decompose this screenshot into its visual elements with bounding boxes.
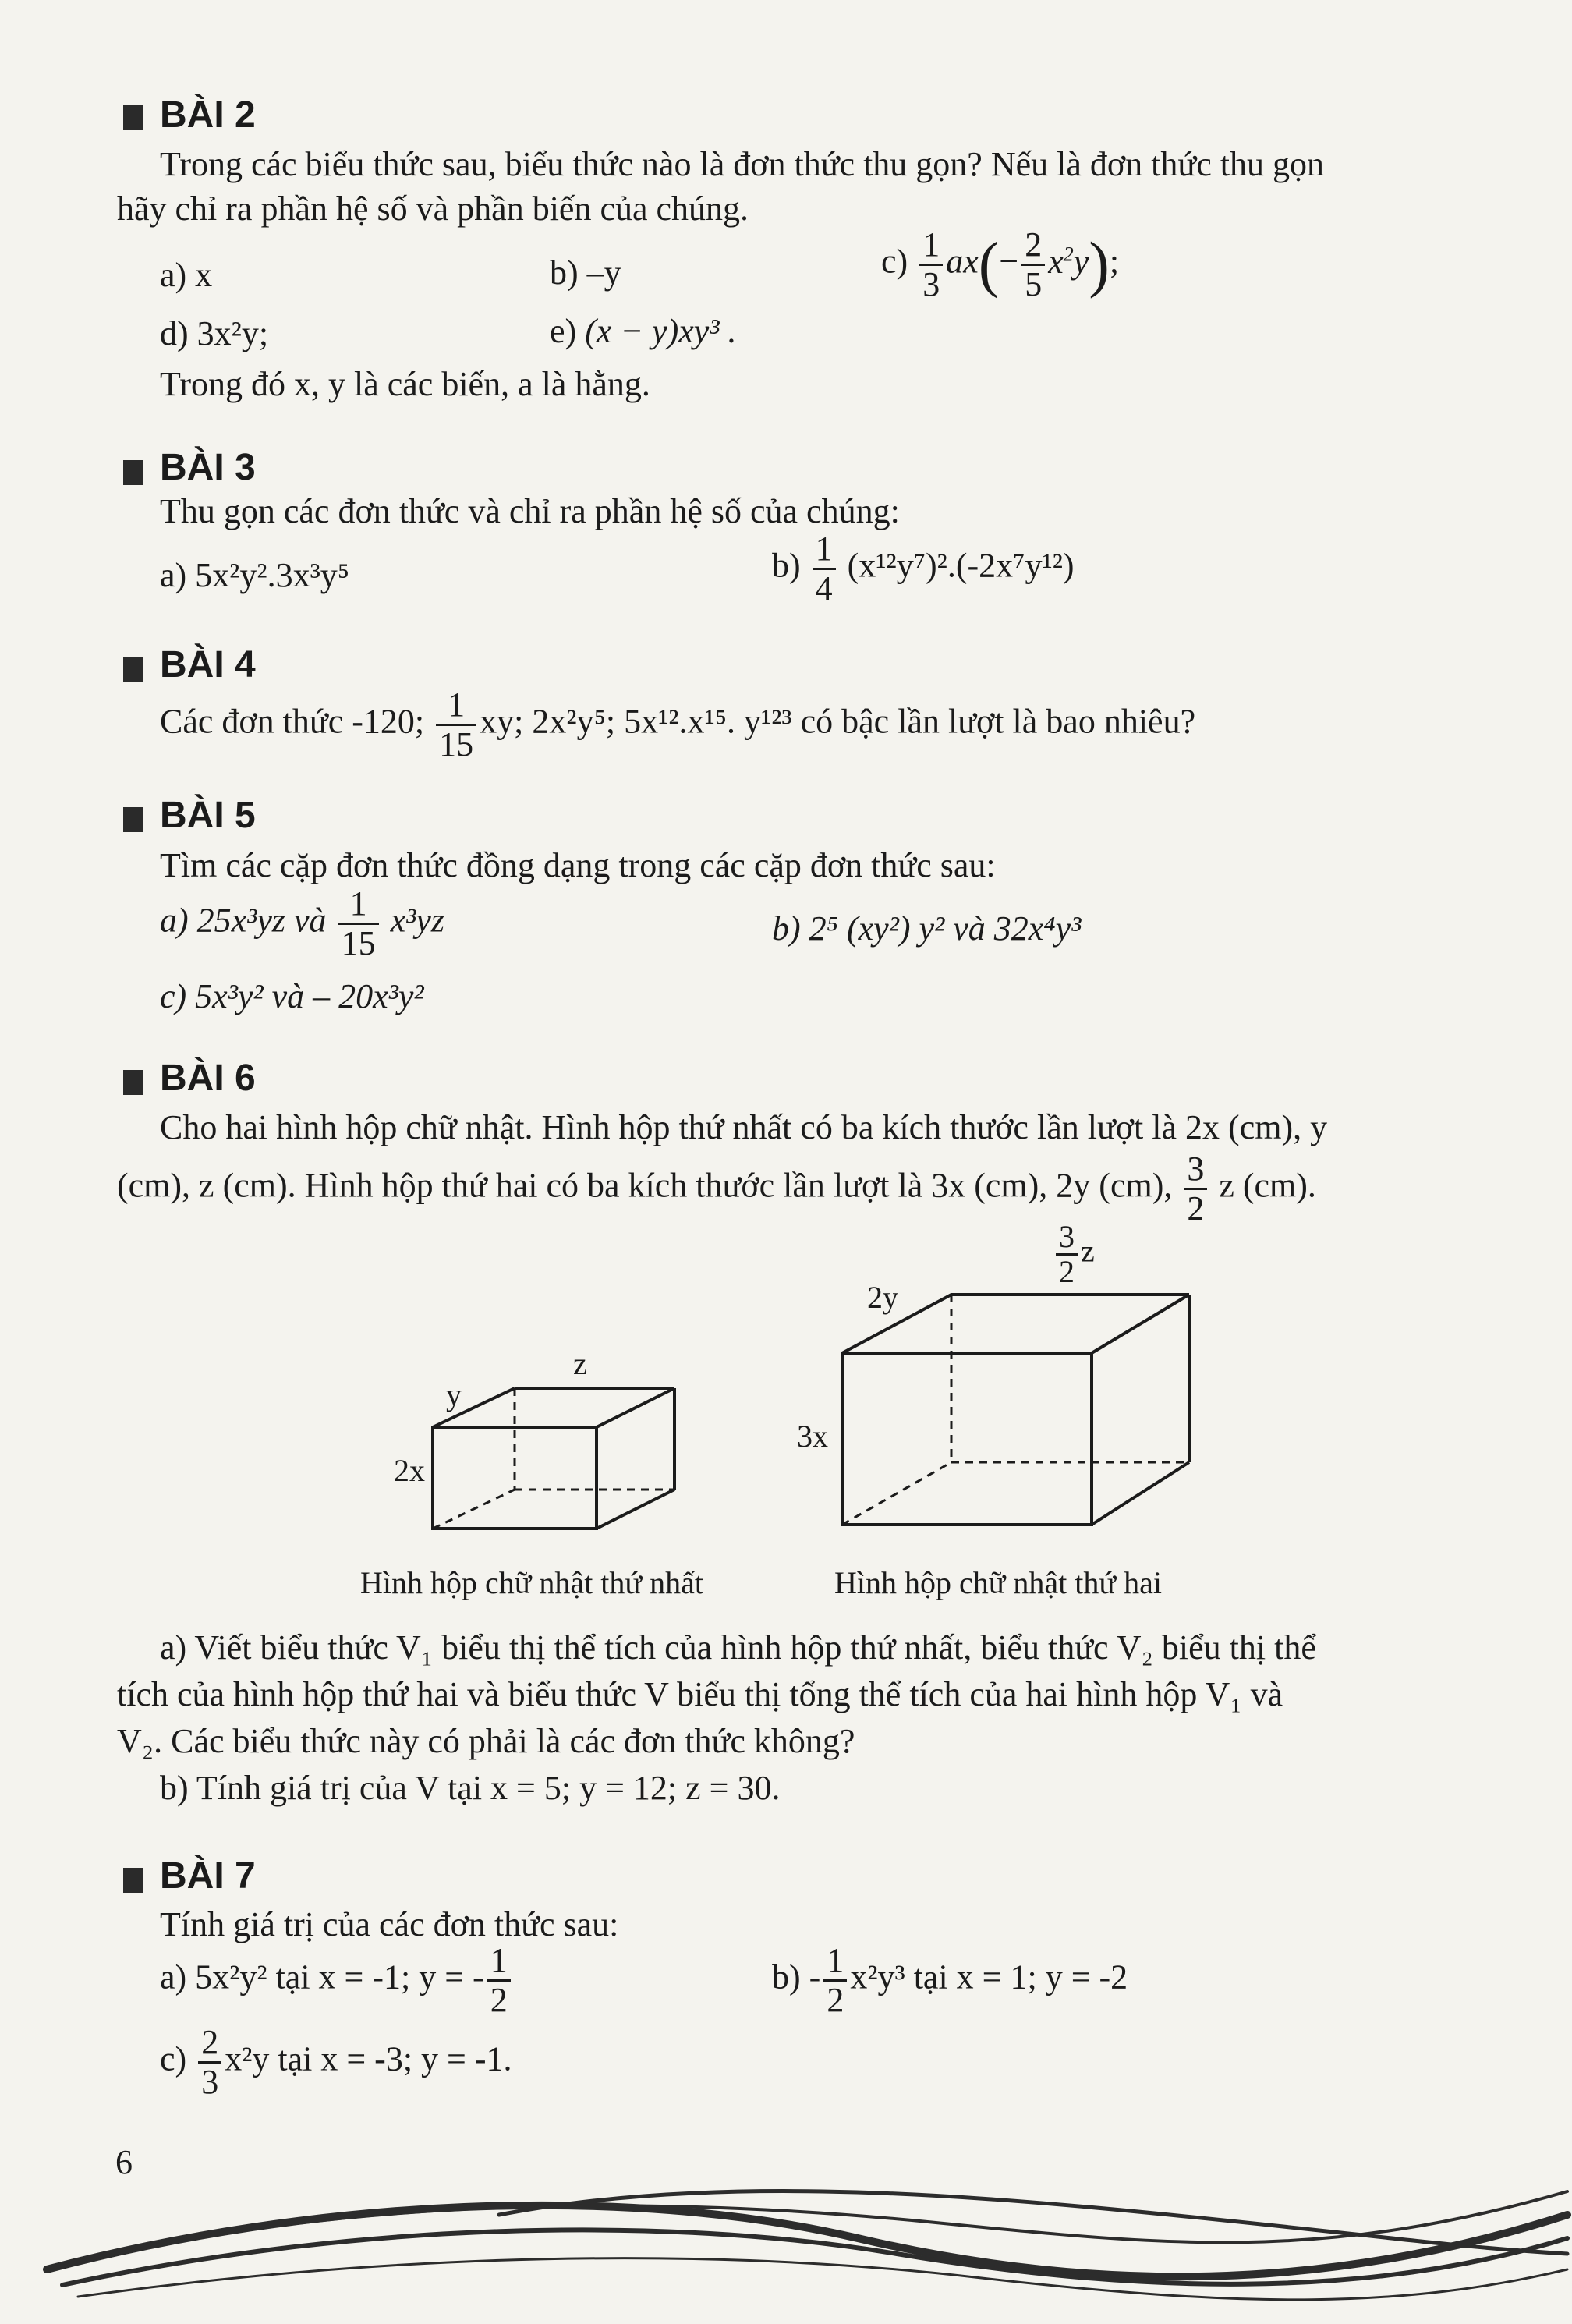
- decorative-swoosh-footer: [0, 2168, 1572, 2324]
- box2-label-3x: 3x: [797, 1419, 828, 1454]
- frac-numerator: 1: [815, 530, 833, 568]
- bai4-frac: [436, 686, 476, 763]
- bai6-question-a-line3: V₂. Các biểu thức này có phải là các đơn thức không?: [117, 1722, 855, 1760]
- box2-caption: Hình hộp chữ nhật thứ hai: [834, 1565, 1162, 1600]
- bai7-b-post: x²y³ tại x = 1; y = -2: [850, 1957, 1128, 1996]
- box1-label-y: y: [446, 1377, 462, 1412]
- frac-denominator: 15: [436, 724, 476, 763]
- frac-numerator: 1: [922, 225, 940, 264]
- page-number: 6: [115, 2143, 133, 2181]
- bai5-a-post: x³yz: [390, 901, 444, 940]
- bai2-c-ax: ax: [946, 242, 979, 281]
- bullet-square-icon: [123, 657, 143, 682]
- bai2-option-b: b) –y: [550, 253, 621, 292]
- bai7-a-pre: a) 5x²y² tại x = -1; y = -: [160, 1957, 484, 1996]
- bai2-c-end: ;: [1109, 242, 1120, 281]
- bai3-option-a: a) 5x²y².3x³y⁵: [160, 556, 350, 594]
- left-paren: (: [978, 230, 1000, 299]
- bai7-heading: BÀI 7: [160, 1855, 256, 1897]
- bai7-option-b: [772, 1942, 1128, 2019]
- box2-label-3-2z: [1053, 1220, 1095, 1288]
- bai3-intro: Thu gọn các đơn thức và chỉ ra phần hệ số của chúng:: [160, 492, 900, 530]
- frac-denominator: 2: [487, 1979, 511, 2019]
- box2-z-letter: z: [1081, 1233, 1095, 1269]
- box2-front-face: [842, 1353, 1092, 1525]
- frac-denominator: 2: [823, 1979, 847, 2019]
- box1-hidden-diagonal-edge: [433, 1490, 515, 1529]
- bai2-e-label: e): [550, 312, 577, 350]
- swoosh-line-3: [94, 2191, 1567, 2258]
- box1-label-z: z: [573, 1346, 587, 1381]
- bai2-note: Trong đó x, y là các biến, a là hằng.: [160, 365, 650, 403]
- frac-numerator: 1: [827, 1941, 844, 1979]
- box1-bottom-right-edge: [597, 1490, 674, 1529]
- bai3-heading: BÀI 3: [160, 447, 256, 488]
- frac-denominator: 5: [1021, 264, 1045, 303]
- bullet-square-icon: [123, 105, 143, 130]
- box1-top-right-edge: [597, 1388, 674, 1427]
- bai3-b-label: b): [772, 546, 801, 585]
- box1-label-2x: 2x: [394, 1453, 425, 1488]
- bai6-intro-line2: [117, 1150, 1316, 1228]
- frac-numerator: 2: [201, 2023, 219, 2061]
- box1-caption: Hình hộp chữ nhật thứ nhất: [360, 1565, 703, 1600]
- swoosh-line-4: [499, 2191, 1567, 2254]
- bai6-question-a-line1: a) Viết biểu thức V₁ biểu thị thể tích của hình hộp thứ nhất, biểu thức V₂ biểu thị thể: [160, 1628, 1316, 1667]
- bullet-square-icon: [123, 460, 143, 485]
- bai7-b-frac: [823, 1942, 847, 2019]
- frac-denominator: 4: [813, 568, 836, 608]
- bai7-option-c: [160, 2024, 512, 2101]
- bai6-question-b: b) Tính giá trị của V tại x = 5; y = 12; z = 30.: [160, 1769, 781, 1807]
- bai2-intro-line1: Trong các biểu thức sau, biểu thức nào là đơn thức thu gọn? Nếu là đơn thức thu gọn: [160, 145, 1324, 183]
- frac-numerator: 1: [448, 686, 466, 724]
- bai6-question-a-line2: tích của hình hộp thứ hai và biểu thức V biểu thị tổng thể tích của hai hình hộp V₁ và: [117, 1675, 1283, 1713]
- box-figure-1: [374, 1341, 702, 1544]
- frac-denominator: 3: [198, 2061, 221, 2101]
- bai5-a-frac: [338, 885, 379, 962]
- frac-numerator: 3: [1059, 1219, 1075, 1254]
- frac-denominator: 2: [1184, 1188, 1207, 1228]
- box2-z-frac: [1056, 1220, 1078, 1288]
- bai6-intro-line2-pre: (cm), z (cm). Hình hộp thứ hai có ba kích thước lần lượt là 3x (cm), 2y (cm),: [117, 1166, 1173, 1205]
- frac-numerator: 1: [349, 884, 367, 923]
- frac-numerator: 2: [1025, 225, 1043, 264]
- bai5-heading: BÀI 5: [160, 795, 256, 836]
- bai7-b-pre: b) -: [772, 1957, 821, 1996]
- box2-label-2y: 2y: [867, 1280, 898, 1315]
- bai7-c-frac: [198, 2024, 221, 2101]
- bai2-c-x2y: $x^2y$: [1048, 242, 1089, 281]
- frac-denominator: 2: [1056, 1253, 1078, 1288]
- box2-top-right-edge: [1092, 1295, 1189, 1353]
- bai7-a-frac: [487, 1942, 511, 2019]
- bai4-post: xy; 2x²y⁵; 5x¹².x¹⁵. y¹²³ có bậc lần lượt là bao nhiêu?: [480, 702, 1196, 741]
- bai2-e-expr: (x − y)xy³ .: [585, 312, 737, 350]
- bai2-option-a: a) x: [160, 256, 213, 294]
- bai7-intro: Tính giá trị của các đơn thức sau:: [160, 1905, 619, 1943]
- bai2-intro-line2: hãy chỉ ra phần hệ số và phần biến của chúng.: [117, 190, 749, 228]
- bai3-b-frac: [813, 530, 836, 608]
- box-figure-2: [827, 1279, 1232, 1544]
- bai2-c-frac1: [919, 226, 943, 303]
- bullet-square-icon: [123, 1868, 143, 1893]
- right-paren: ): [1089, 230, 1110, 299]
- bai6-intro-frac: [1184, 1150, 1207, 1228]
- bai4-heading: BÀI 4: [160, 644, 256, 686]
- bai5-option-c: c) 5x³y² và – 20x³y²: [160, 977, 424, 1015]
- bai4-text: [160, 686, 1195, 763]
- bai5-option-b: b) 2⁵ (xy²) y² và 32x⁴y³: [772, 909, 1082, 948]
- frac-numerator: 3: [1187, 1150, 1205, 1188]
- box1-top-left-edge: [433, 1388, 515, 1427]
- bai6-intro-line1: Cho hai hình hộp chữ nhật. Hình hộp thứ nhất có ba kích thước lần lượt là 2x (cm), y: [160, 1108, 1328, 1146]
- bai5-option-a: [160, 885, 444, 962]
- frac-denominator: 3: [919, 264, 943, 303]
- bai3-option-b: [772, 530, 1075, 608]
- bai2-option-e: [550, 310, 737, 352]
- bai7-option-a: [160, 1942, 514, 2019]
- bai2-option-d: d) 3x²y;: [160, 314, 269, 352]
- bullet-square-icon: [123, 1070, 143, 1095]
- frac-denominator: 15: [338, 923, 379, 962]
- bai6-heading: BÀI 6: [160, 1057, 256, 1099]
- bullet-square-icon: [123, 807, 143, 832]
- bai2-c-label: c): [881, 242, 908, 281]
- bai7-c-pre: c): [160, 2039, 187, 2078]
- bai3-b-expr: (x¹²y⁷)².(-2x⁷y¹²): [847, 546, 1075, 585]
- bai7-c-post: x²y tại x = -3; y = -1.: [225, 2039, 512, 2078]
- box2-bottom-right-edge: [1092, 1462, 1189, 1525]
- bai2-c-frac2: [1021, 226, 1045, 303]
- bai5-intro: Tìm các cặp đơn thức đồng dạng trong các cặp đơn thức sau:: [160, 846, 996, 884]
- bai4-pre: Các đơn thức -120;: [160, 702, 425, 741]
- bai2-c-minus: −: [999, 242, 1019, 281]
- bai6-intro-line2-post: z (cm).: [1219, 1166, 1316, 1205]
- frac-numerator: 1: [490, 1941, 508, 1979]
- bai2-heading: BÀI 2: [160, 94, 256, 136]
- bai5-a-pre: a) 25x³yz và: [160, 901, 327, 940]
- box2-hidden-diagonal-edge: [842, 1462, 951, 1525]
- swoosh-line-2: [62, 2230, 1567, 2285]
- bai2-option-c: [881, 226, 1119, 303]
